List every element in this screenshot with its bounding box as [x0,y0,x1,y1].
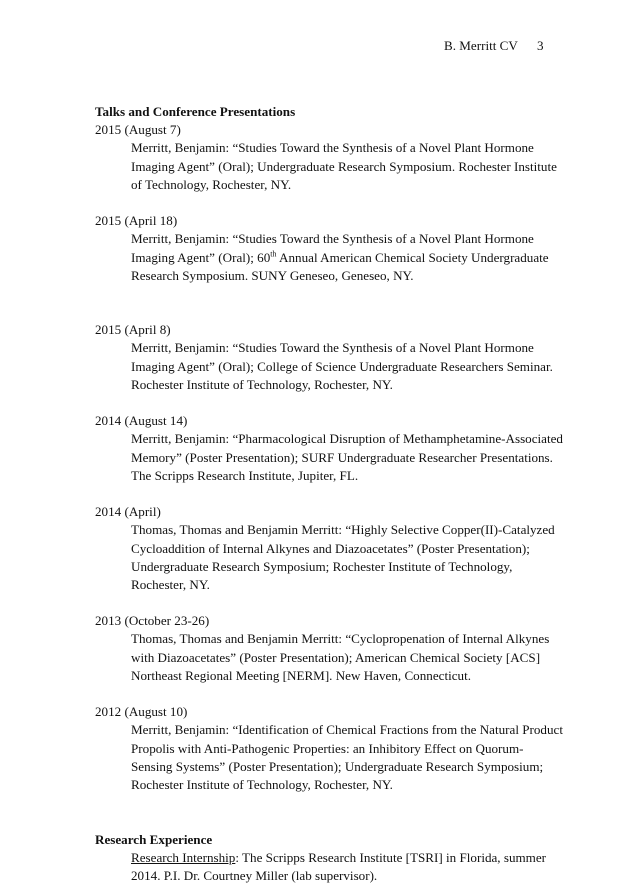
ordinal-superscript: th [270,249,277,259]
entry-line: Merritt, Benjamin: “Studies Toward the Synthesis of a Novel Plant Hormone [131,140,534,156]
entry-line: Merritt, Benjamin: “Identification of Chemical Fractions from the Natural Product [131,722,563,738]
entry-line: Memory” (Poster Presentation); SURF Undergraduate Researcher Presentations. [131,449,553,465]
entry-line: Cycloaddition of Internal Alkynes and Diazoacetates” (Poster Presentation); [131,540,530,556]
research-line: 2014. P.I. Dr. Courtney Miller (lab supervisor). [131,867,378,883]
entry-line: Imaging Agent” (Oral); College of Science Undergraduate Researchers Seminar. [131,358,553,374]
entry-line: Merritt, Benjamin: “Studies Toward the Synthesis of a Novel Plant Hormone [131,340,534,356]
entry-line: The Scripps Research Institute, Jupiter, FL. [131,467,359,483]
entry-line: Rochester Institute of Technology, Rochester, NY. [131,376,393,392]
entry-line: Propolis with Anti-Pathogenic Properties: an Inhibitory Effect on Quorum- [131,740,524,756]
entry-date: 2014 (August 14) [95,413,188,429]
entry-line: Thomas, Thomas and Benjamin Merritt: “Highly Selective Copper(II)-Catalyzed [131,522,555,538]
entry-line: Imaging Agent” (Oral); Undergraduate Research Symposium. Rochester Institute [131,158,557,174]
entry-line: Rochester, NY. [131,576,210,592]
entry-line: Thomas, Thomas and Benjamin Merritt: “Cyclopropenation of Internal Alkynes [131,631,550,647]
header-name: B. Merritt CV [444,38,518,53]
entry-date: 2015 (August 7) [95,122,181,138]
entry-line-part: Imaging Agent” (Oral); 60 [131,249,271,265]
entry-line: Northeast Regional Meeting [NERM]. New Haven, Connecticut. [131,667,471,683]
research-heading: Research Experience [95,831,213,847]
entry-line: Merritt, Benjamin: “Studies Toward the Synthesis of a Novel Plant Hormone [131,231,534,247]
entry-date: 2013 (October 23-26) [95,613,210,629]
entry-line: Rochester Institute of Technology, Rochester, NY. [131,776,393,792]
entry-line: of Technology, Rochester, NY. [131,176,292,192]
entry-line: Undergraduate Research Symposium; Rochester Institute of Technology, [131,558,513,574]
entry-date: 2015 (April 18) [95,213,178,229]
research-internship-label: Research Internship [131,849,236,865]
entry-line: Sensing Systems” (Poster Presentation); Undergraduate Research Symposium; [131,758,544,774]
cv-content [95,103,563,885]
talks-heading: Talks and Conference Presentations [95,104,296,119]
entry-line [95,249,555,267]
page-header [0,38,638,56]
entry-date: 2014 (April) [95,504,161,520]
entry-line: Research Symposium. SUNY Geneseo, Geneseo, NY. [131,267,414,283]
entry-line: Merritt, Benjamin: “Pharmacological Disruption of Methamphetamine-Associated [131,431,563,447]
page-number: 3 [537,38,544,53]
entry-date: 2015 (April 8) [95,322,171,338]
entry-line: with Diazoacetates” (Poster Presentation); American Chemical Society [ACS] [131,649,541,665]
entry-line-part: Annual American Chemical Society Undergraduate [276,249,549,265]
entry-date: 2012 (August 10) [95,704,188,720]
research-line-rest: : The Scripps Research Institute [TSRI] in Florida, summer [235,849,547,865]
research-line [95,849,555,867]
